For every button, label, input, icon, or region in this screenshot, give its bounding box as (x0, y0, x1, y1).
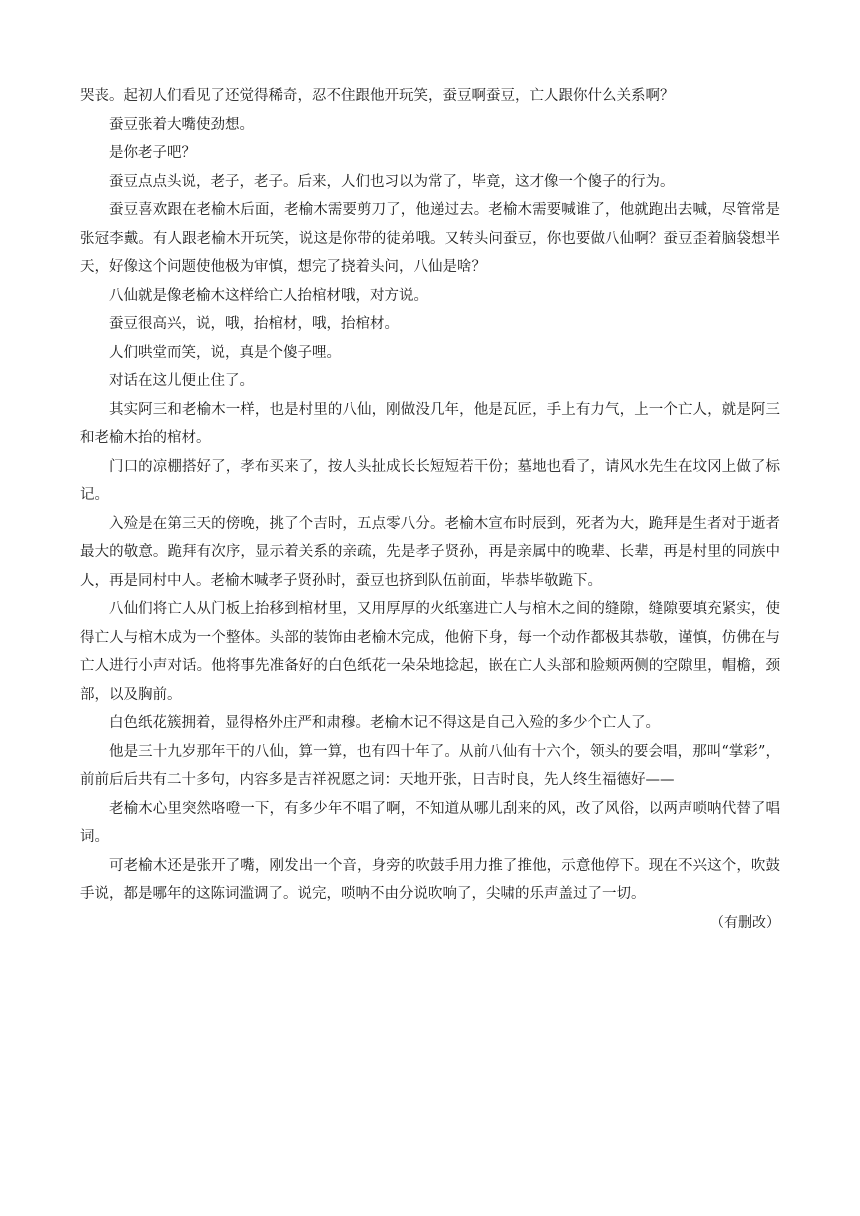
paragraph: 他是三十九岁那年干的八仙，算一算，也有四十年了。从前八仙有十六个，领头的要会唱，那叫“掌彩”，前前后后共有二十多句，内容多是吉祥祝愿之词：天地开张，日吉时良，先人终生福德好—— (80, 743, 780, 788)
paragraph: 人们哄堂而笑，说，真是个傻子哩。 (109, 344, 341, 361)
paragraph: 其实阿三和老榆木一样，也是村里的八仙，刚做没几年，他是瓦匠，手上有力气，上一个亡人，就是阿三和老榆木抬的棺材。 (80, 401, 780, 446)
paragraph: 可老榆木还是张开了嘴，刚发出一个音，身旁的吹鼓手用力推了推他，示意他停下。现在不兴这个，吹鼓手说，都是哪年的这陈词滥调了。说完，唢呐不由分说吹响了，尖啸的乐声盖过了一切。 (80, 857, 780, 902)
paragraph: 八仙们将亡人从门板上抬移到棺材里，又用厚厚的火纸塞进亡人与棺木之间的缝隙，缝隙要填充紧实，使得亡人与棺木成为一个整体。头部的装饰由老榆木完成，他俯下身，每一个动作都极其恭敬，谨慎，仿佛在与亡人进行小声对话。他将事先准备好的白色纸花一朵朵地捻起，嵌在亡人头部和脸颊两侧的空隙里，帽檐，颈部，以及胸前。 (80, 601, 780, 703)
paragraph: 入殓是在第三天的傍晚，挑了个吉时，五点零八分。老榆木宣布时辰到，死者为大，跪拜是生者对于逝者最大的敬意。跪拜有次序，显示着关系的亲疏，先是孝子贤孙，再是亲属中的晚辈、长辈，再是村里的同族中人，再是同村中人。老榆木喊孝子贤孙时，蚕豆也挤到队伍前面，毕恭毕敬跪下。 (80, 515, 780, 589)
paragraph: 蚕豆喜欢跟在老榆木后面，老榆木需要剪刀了，他递过去。老榆木需要喊谁了，他就跑出去喊，尽管常是张冠李戴。有人跟老榆木开玩笑，说这是你带的徒弟哦。又转头问蚕豆，你也要做八仙啊？蚕豆歪着脑袋想半天，好像这个问题使他极为审慎，想完了挠着头问，八仙是啥？ (80, 202, 780, 275)
article-body (80, 82, 780, 937)
edit-note: （有删改） (710, 914, 780, 931)
paragraph: 蚕豆点点头说，老子，老子。后来，人们也习以为常了，毕竟，这才像一个傻子的行为。 (109, 173, 675, 190)
paragraph: 八仙就是像老榆木这样给亡人抬棺材哦，对方说。 (109, 287, 428, 304)
paragraph: 白色纸花簇拥着，显得格外庄严和肃穆。老榆木记不得这是自己入殓的多少个亡人了。 (109, 715, 660, 731)
paragraph: 是你老子吧？ (109, 145, 196, 161)
paragraph: 老榆木心里突然咯噔一下，有多少年不唱了啊，不知道从哪儿刮来的风，改了风俗，以两声唢呐代替了唱词。 (80, 800, 780, 845)
paragraph: 门口的凉棚搭好了，孝布买来了，按人头扯成长长短短若干份；墓地也看了，请风水先生在坟冈上做了标记。 (80, 458, 780, 503)
paragraph: 哭丧。起初人们看见了还觉得稀奇，忍不住跟他开玩笑，蚕豆啊蚕豆，亡人跟你什么关系啊？ (80, 88, 675, 104)
paragraph: 对话在这儿便止住了。 (109, 373, 254, 389)
paragraph: 蚕豆很高兴，说，哦，抬棺材，哦，抬棺材。 (109, 316, 399, 332)
paragraph: 蚕豆张着大嘴使劲想。 (109, 116, 254, 133)
